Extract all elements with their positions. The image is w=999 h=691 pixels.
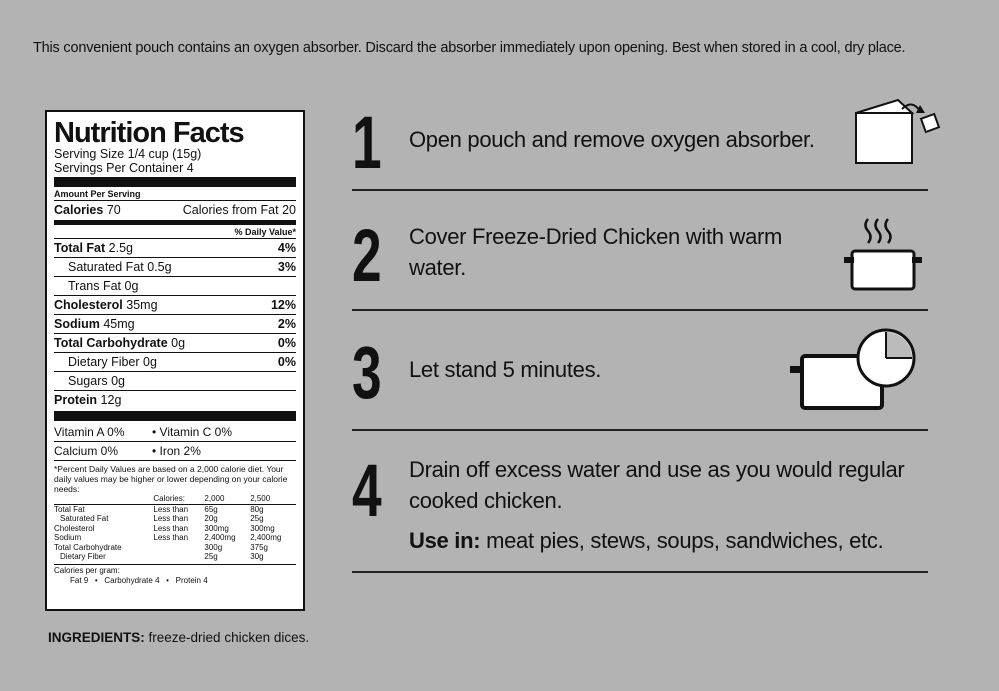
step-text: Let stand 5 minutes. [409,357,602,382]
step-text-block [409,454,909,556]
nutrient-row-sodium [54,315,296,334]
nutrient-label: Total Fat [54,241,106,255]
table-cell [153,552,204,562]
nutrient-amount: 0.5g [147,260,172,274]
table-row [54,514,296,524]
amount-per-serving: Amount Per Serving [54,189,141,199]
nutrient-label: Protein [54,393,98,407]
table-cell: 2,000 [204,494,250,504]
step-number: 2 [352,214,382,297]
calories-value: 70 [106,203,121,217]
use-in-text: meat pies, stews, soups, sandwiches, etc. [486,528,884,553]
table-cell: 2,500 [250,494,296,504]
steaming-pot-icon [838,215,928,295]
calcium: Calcium 0% [54,444,119,458]
nutrient-row-trans-fat [54,277,296,296]
table-cell: Sodium [54,533,82,542]
use-in-line [409,526,909,556]
pouch-icon [850,95,945,170]
table-cell: 375g [250,542,268,552]
nutrient-amount: 35mg [126,298,158,312]
divider [352,571,928,573]
step-text: Drain off excess water and use as you would regular cooked chicken. [409,457,905,513]
nutrient-pct: 0% [277,355,296,369]
step-4 [352,449,928,562]
nutrient-amount: 12g [100,393,122,407]
table-cell: 2,400mg [250,533,282,542]
calories-per-gram-values: Fat 9 • Carbohydrate 4 • Protein 4 [70,575,208,585]
table-cell: 25g [204,552,218,561]
nutrient-pct: 4% [277,241,296,255]
nutrient-label: Sodium [54,317,100,331]
servings-per-container: Servings Per Container 4 [54,161,194,175]
divider [54,177,296,187]
nutrient-row-sugars [54,372,296,391]
nutrient-label: Total Carbohydrate [54,336,168,350]
table-cell: Less than [153,523,189,533]
nutrient-amount: 45mg [103,317,135,331]
divider [54,411,296,421]
nutrient-label: Dietary Fiber [68,355,140,369]
table-row [54,504,296,514]
divider [54,220,296,225]
bullet: • [152,425,157,439]
table-cell: Saturated Fat [60,514,109,523]
nutrient-pct: 3% [277,260,296,274]
nutrient-amount: 2.5g [108,241,133,255]
nutrition-title: Nutrition Facts [54,117,244,149]
calories-row [54,201,296,219]
nutrient-label: Trans Fat [68,279,122,293]
footnote: *Percent Daily Values are based on a 2,000 calorie diet. Your daily values may be higher or lower depending on your calorie needs: [54,464,288,494]
nutrient-label: Sugars [68,374,108,388]
nutrient-pct: 0% [277,336,296,350]
table-row [54,552,296,562]
table-cell: 25g [250,514,264,523]
divider [352,309,928,311]
table-cell: Calories: [153,494,204,504]
ingredients [48,630,309,645]
table-row [54,533,296,543]
bullet: • [152,444,157,458]
table-cell: 30g [250,552,264,561]
table-cell: Total Fat [54,504,85,514]
use-in-label: Use in: [409,528,481,553]
table-row [54,494,296,504]
nutrient-label: Saturated Fat [68,260,144,274]
nutrient-amount: 0g [124,279,139,293]
table-cell: 65g [204,504,218,514]
iron: Iron 2% [159,444,201,458]
calories-fat-value: 20 [282,203,296,217]
table-cell: 300mg [204,523,229,533]
nutrient-amount: 0g [171,336,186,350]
nutrient-pct: 2% [277,317,296,331]
table-row [54,524,296,534]
calories-per-gram: Calories per gram: [54,564,296,576]
nutrient-row-total-carbohydrate [54,334,296,353]
nutrient-row-total-fat [54,239,296,258]
table-cell: 20g [204,514,218,523]
table-cell: Dietary Fiber [60,552,106,561]
storage-note: This convenient pouch contains an oxygen absorber. Discard the absorber immediately upon opening. Best when stored in a cool, dry place. [33,40,906,56]
nutrient-row-cholesterol [54,296,296,315]
calories-fat-label: Calories from Fat [182,203,279,217]
table-cell: 80g [250,504,264,514]
table-cell [153,543,204,553]
table-cell: Less than [153,533,189,542]
table-cell: 2,400mg [204,533,236,542]
vitamin-c: Vitamin C 0% [159,425,233,439]
minerals-row [54,442,296,461]
table-row [54,543,296,553]
pot-timer-icon [786,328,921,418]
daily-value-table [54,494,296,562]
table-cell: 300mg [250,523,275,533]
daily-value-header: % Daily Value* [54,226,296,239]
nutrient-amount: 0g [143,355,157,369]
table-cell: Less than [153,504,189,514]
step-text: Open pouch and remove oxygen absorber. [409,127,815,152]
serving-size: Serving Size 1/4 cup (15g) [54,147,202,161]
nutrient-row-saturated-fat [54,258,296,277]
table-cell: Total Carbohydrate [54,542,122,552]
table-cell: Cholesterol [54,523,95,533]
step-number: 4 [352,449,382,532]
divider [352,429,928,431]
nutrition-facts-label [45,110,305,611]
table-cell: Less than [153,514,189,523]
nutrient-row-protein [54,391,296,409]
nutrient-amount: 0g [111,374,125,388]
nutrient-label: Cholesterol [54,298,123,312]
vitamins-row [54,423,296,442]
nutrient-pct: 12% [270,298,296,312]
table-cell [54,494,153,504]
calories-label: Calories [54,203,104,217]
step-number: 3 [352,331,382,414]
ingredients-label: INGREDIENTS: [48,630,145,645]
divider [352,189,928,191]
table-cell: 300g [204,542,223,552]
ingredients-text: freeze-dried chicken dices. [148,630,310,645]
step-text: Cover Freeze-Dried Chicken with warm water. [409,224,783,280]
step-number: 1 [352,101,382,184]
vitamin-a: Vitamin A 0% [54,425,125,439]
nutrient-row-dietary-fiber [54,353,296,372]
step-1 [352,101,928,184]
